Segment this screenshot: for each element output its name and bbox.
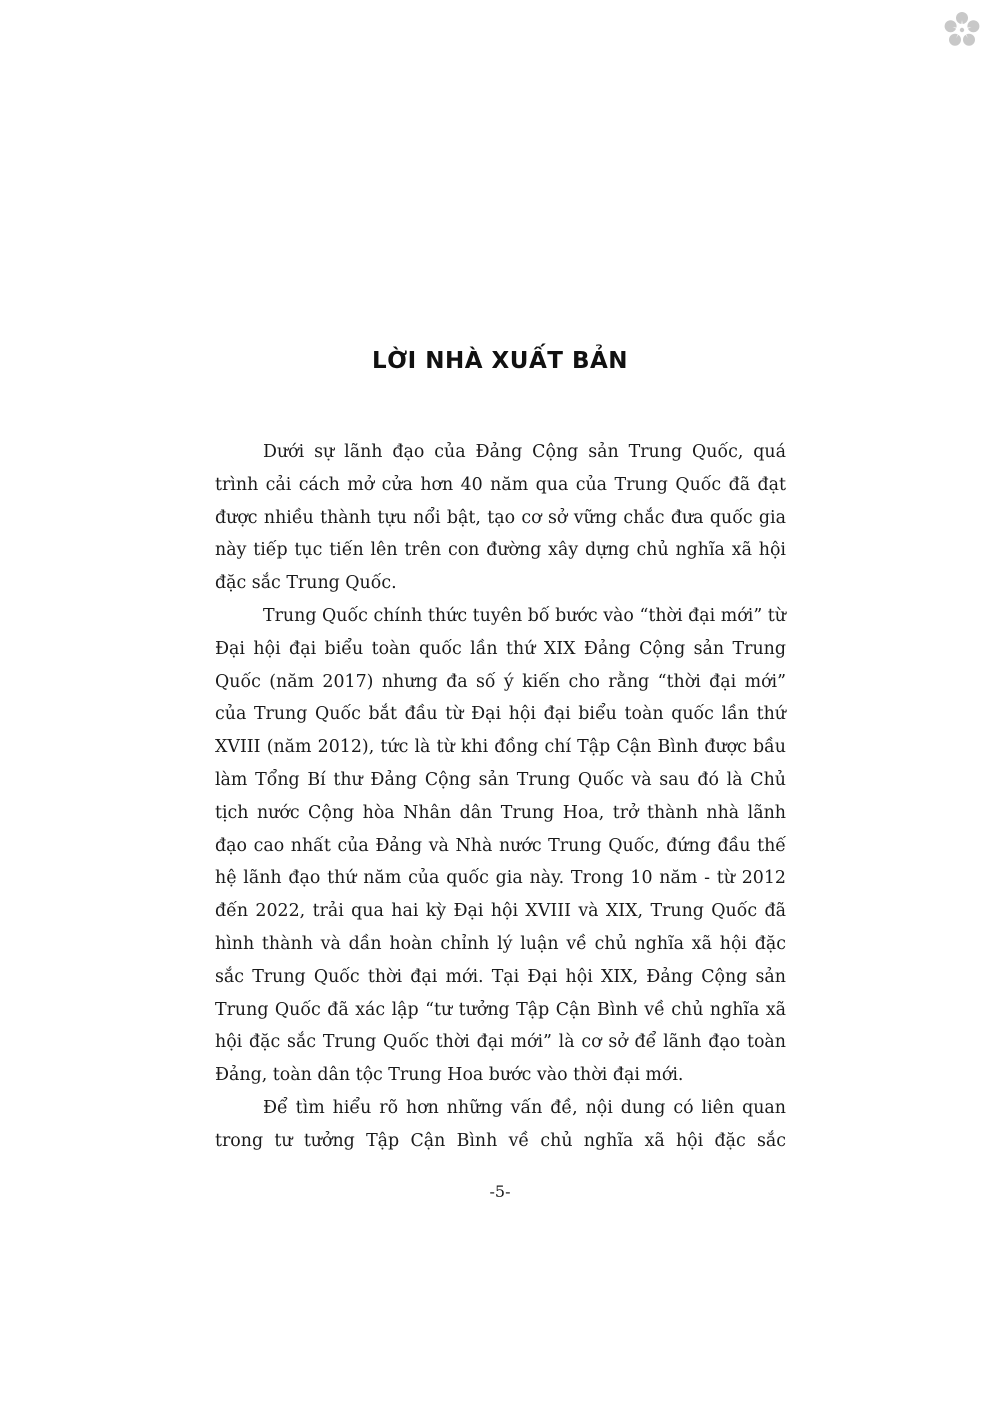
body-text: [215, 436, 786, 1158]
paragraph-2: Trung Quốc chính thức tuyên bố bước vào “thời đại mới” từ Đại hội đại biểu toàn quốc lần thứ XIX Đảng Cộng sản Trung Quốc (năm 2017) nhưng đa số ý kiến cho rằng “thời đại mới” của Trung Quốc bắt đầu từ Đại hội đại biểu toàn quốc lần thứ XVIII (năm 2012), tức là từ khi đồng chí Tập Cận Bình được bầu làm Tổng Bí thư Đảng Cộng sản Trung Quốc và sau đó là Chủ tịch nước Cộng hòa Nhân dân Trung Hoa, trở thành nhà lãnh đạo cao nhất của Đảng và Nhà nước Trung Quốc, đứng đầu thế hệ lãnh đạo thứ năm của quốc gia này. Trong 10 năm - từ 2012 đến 2022, trải qua hai kỳ Đại hội XVIII và XIX, Trung Quốc đã hình thành và dần hoàn chỉnh lý luận về chủ nghĩa xã hội đặc sắc Trung Quốc thời đại mới. Tại Đại hội XIX, Đảng Cộng sản Trung Quốc đã xác lập “tư tưởng Tập Cận Bình về chủ nghĩa xã hội đặc sắc Trung Quốc thời đại mới” là cơ sở để lãnh đạo toàn Đảng, toàn dân tộc Trung Hoa bước vào thời đại mới.: [215, 605, 786, 1086]
paragraph-3: Để tìm hiểu rõ hơn những vấn đề, nội dung có liên quan trong tư tưởng Tập Cận Bình về chủ nghĩa xã hội đặc sắc: [215, 1097, 786, 1151]
flower-emblem-icon: [940, 8, 984, 52]
page-number: -5-: [489, 1182, 511, 1201]
flower-emblem-svg: [940, 8, 984, 52]
paragraph-1: Dưới sự lãnh đạo của Đảng Cộng sản Trung Quốc, quá trình cải cách mở cửa hơn 40 năm qua của Trung Quốc đã đạt được nhiều thành tựu nổi bật, tạo cơ sở vững chắc đưa quốc gia này tiếp tục tiến lên trên con đường xây dựng chủ nghĩa xã hội đặc sắc Trung Quốc.: [215, 442, 786, 594]
page-title: LỜI NHÀ XUẤT BẢN: [371, 348, 629, 374]
